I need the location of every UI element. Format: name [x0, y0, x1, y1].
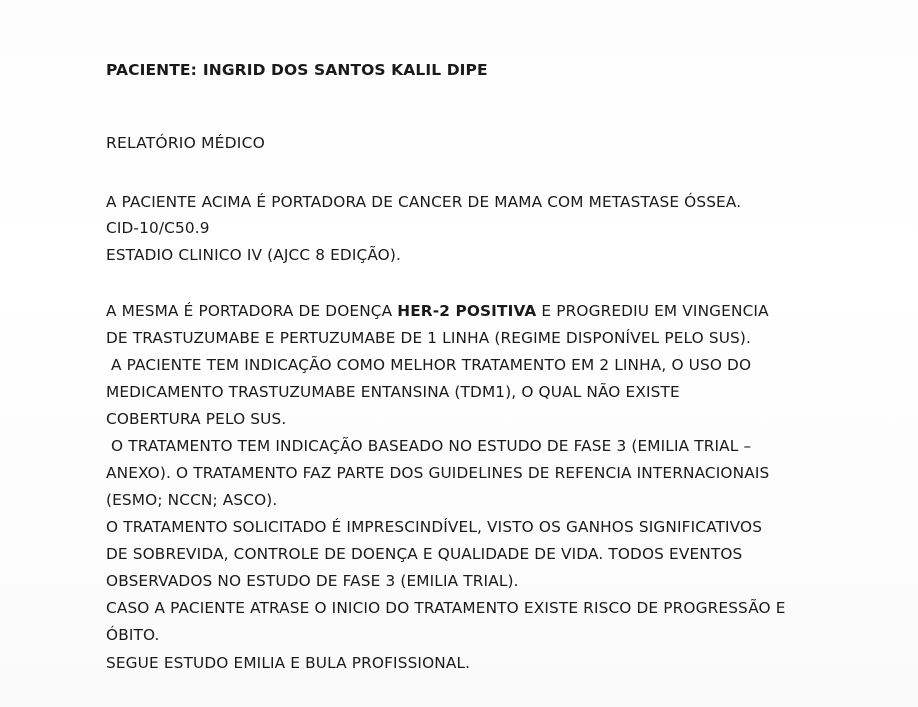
patient-header	[106, 61, 488, 79]
patient-label: PACIENTE:	[106, 61, 197, 79]
paragraph-risk-line1: CASO A PACIENTE ATRASE O INICIO DO TRATAMENTO EXISTE RISCO DE PROGRESSÃO E	[106, 599, 786, 617]
paragraph-necessity-line3: OBSERVADOS NO ESTUDO DE FASE 3 (EMILIA TRIAL).	[106, 572, 519, 590]
paragraph-necessity-line2: DE SOBREVIDA, CONTROLE DE DOENÇA E QUALIDADE DE VIDA. TODOS EVENTOS	[106, 545, 743, 563]
her2-text-after: E PROGREDIU EM VINGENCIA	[536, 302, 769, 320]
cid-code: CID-10/C50.9	[106, 219, 210, 237]
paragraph-necessity-line1: O TRATAMENTO SOLICITADO É IMPRESCINDÍVEL, VISTO OS GANHOS SIGNIFICATIVOS	[106, 518, 763, 536]
paragraph-trial-line3: (ESMO; NCCN; ASCO).	[106, 491, 278, 509]
diagnosis-line: A PACIENTE ACIMA É PORTADORA DE CANCER DE MAMA COM METASTASE ÓSSEA.	[106, 193, 742, 211]
her2-positive-emphasis: HER-2 POSITIVA	[397, 302, 537, 320]
paragraph-trial-line2: ANEXO). O TRATAMENTO FAZ PARTE DOS GUIDELINES DE REFENCIA INTERNACIONAIS	[106, 464, 770, 482]
paragraph-indication-line3: COBERTURA PELO SUS.	[106, 410, 287, 428]
patient-name: INGRID DOS SANTOS KALIL DIPE	[202, 61, 488, 79]
paragraph-indication-line1: A PACIENTE TEM INDICAÇÃO COMO MELHOR TRATAMENTO EM 2 LINHA, O USO DO	[111, 356, 752, 374]
paragraph-her2-line2: DE TRASTUZUMABE E PERTUZUMABE DE 1 LINHA (REGIME DISPONÍVEL PELO SUS).	[106, 329, 752, 347]
paragraph-risk-line2: ÓBITO.	[106, 626, 160, 644]
paragraph-indication-line2: MEDICAMENTO TRASTUZUMABE ENTANSINA (TDM1), O QUAL NÃO EXISTE	[106, 383, 680, 401]
attachments-note: SEGUE ESTUDO EMILIA E BULA PROFISSIONAL.	[106, 654, 471, 672]
paragraph-her2-line1	[106, 302, 769, 320]
paragraph-trial-line1: O TRATAMENTO TEM INDICAÇÃO BASEADO NO ESTUDO DE FASE 3 (EMILIA TRIAL –	[111, 437, 752, 455]
report-title: RELATÓRIO MÉDICO	[106, 134, 265, 152]
her2-text-before: A MESMA É PORTADORA DE DOENÇA	[106, 302, 398, 320]
clinical-stage: ESTADIO CLINICO IV (AJCC 8 EDIÇÃO).	[106, 246, 401, 264]
